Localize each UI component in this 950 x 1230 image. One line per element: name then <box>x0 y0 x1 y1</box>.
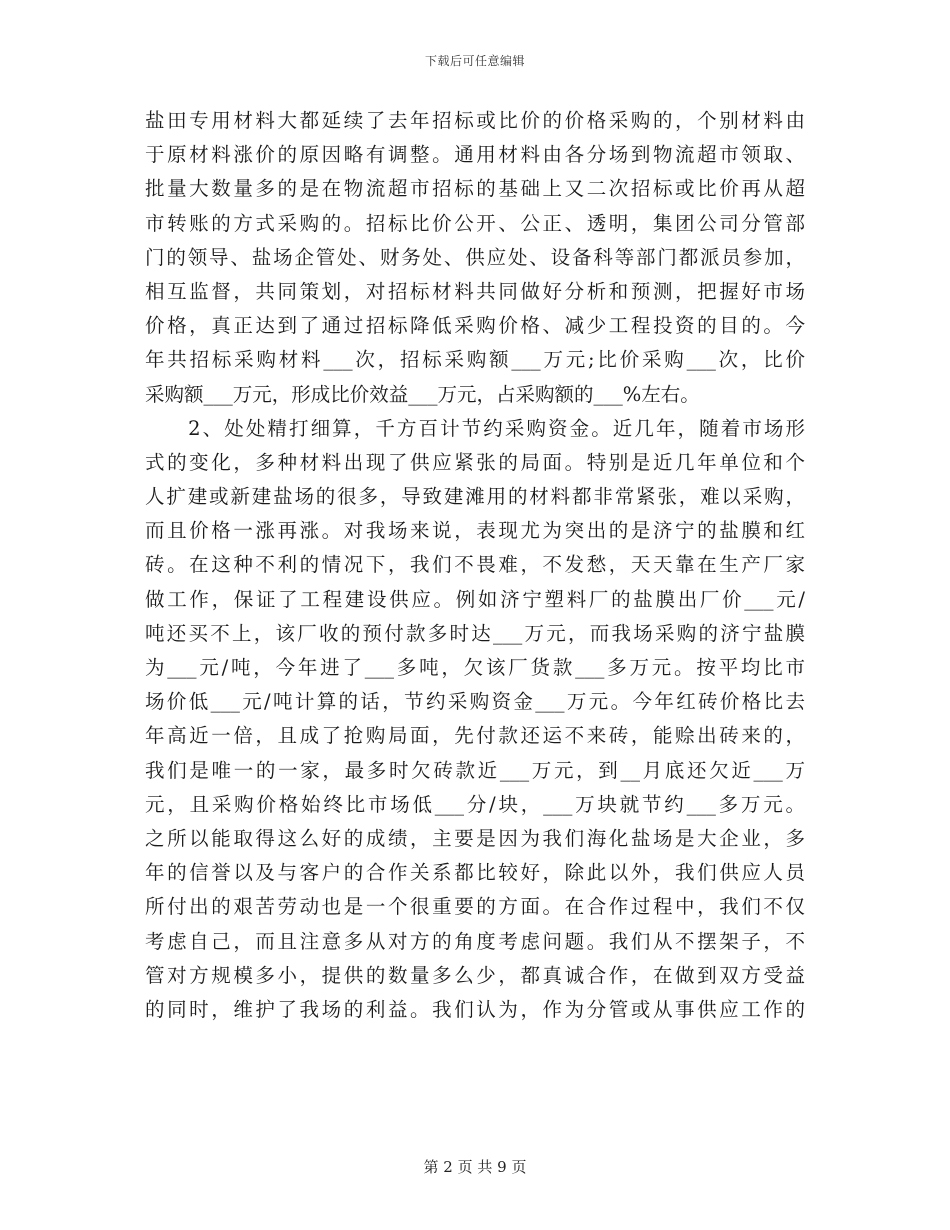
text-line: 考虑自己，而且注意多从对方的角度考虑问题。我们从不摆架子，不 <box>145 929 805 953</box>
text-line: 吨还买不上，该厂收的预付款多时达___万元，而我场采购的济宁盐膜 <box>145 621 805 645</box>
page-footer: 第 2 页 共 9 页 <box>423 1158 527 1176</box>
text-line: 式的变化，多种材料出现了供应紧张的局面。特别是近几年单位和个 <box>145 450 805 474</box>
text-line: 盐田专用材料大都延续了去年招标或比价的价格采购的，个别材料由 <box>145 109 805 132</box>
text-line: 相互监督，共同策划，对招标材料共同做好分析和预测，把握好市场 <box>145 279 805 303</box>
text-line: 人扩建或新建盐场的很多，导致建滩用的材料都非常紧张，难以采购， <box>145 485 805 509</box>
text-line: 砖。在这种不利的情况下，我们不畏难，不发愁，天天靠在生产厂家 <box>145 553 805 577</box>
text-line: 做工作，保证了工程建设供应。例如济宁塑料厂的盐膜出厂价___元/ <box>145 587 805 611</box>
text-line: 之所以能取得这么好的成绩，主要是因为我们海化盐场是大企业，多 <box>145 826 805 850</box>
text-line: 的同时，维护了我场的利益。我们认为，作为分管或从事供应工作的 <box>145 997 805 1021</box>
text-line: 年的信誉以及与客户的合作关系都比较好，除此以外，我们供应人员 <box>145 861 805 885</box>
text-line: 批量大数量多的是在物流超市招标的基础上又二次招标或比价再从超 <box>145 177 805 201</box>
text-line: 场价低___元/吨计算的话，节约采购资金___万元。今年红砖价格比去 <box>145 690 805 714</box>
text-line: 而且价格一涨再涨。对我场来说，表现尤为突出的是济宁的盐膜和红 <box>145 519 805 543</box>
text-line: 于原材料涨价的原因略有调整。通用材料由各分场到物流超市领取、 <box>145 143 805 167</box>
page-header: 下载后可任意编辑 <box>424 54 525 68</box>
text-line: 门的领导、盐场企管处、财务处、供应处、设备科等部门都派员参加， <box>145 245 805 269</box>
text-line: 价格，真正达到了通过招标降低采购价格、减少工程投资的目的。今 <box>145 314 805 338</box>
text-line: 采购额___万元，形成比价效益___万元，占采购额的___%左右。 <box>145 382 700 406</box>
document-body <box>145 104 805 1027</box>
text-line: 年高近一倍，且成了抢购局面，先付款还运不来砖，能赊出砖来的， <box>145 724 805 748</box>
text-line: 2、处处精打细算，千方百计节约采购资金。近几年，随着市场形 <box>145 416 805 440</box>
text-line: 我们是唯一的一家，最多时欠砖款近___万元，到__月底还欠近___万 <box>145 758 805 782</box>
text-line: 年共招标采购材料___次，招标采购额___万元;比价采购___次，比价 <box>145 348 805 372</box>
text-line: 元，且采购价格始终比市场低___分/块，___万块就节约___多万元。 <box>145 792 805 816</box>
text-line: 为___元/吨，今年进了___多吨，欠该厂货款___多万元。按平均比市 <box>145 656 805 679</box>
text-line: 管对方规模多小，提供的数量多么少，都真诚合作，在做到双方受益 <box>145 963 805 987</box>
text-line: 所付出的艰苦劳动也是一个很重要的方面。在合作过程中，我们不仅 <box>145 895 805 919</box>
text-line: 市转账的方式采购的。招标比价公开、公正、透明，集团公司分管部 <box>145 211 805 235</box>
